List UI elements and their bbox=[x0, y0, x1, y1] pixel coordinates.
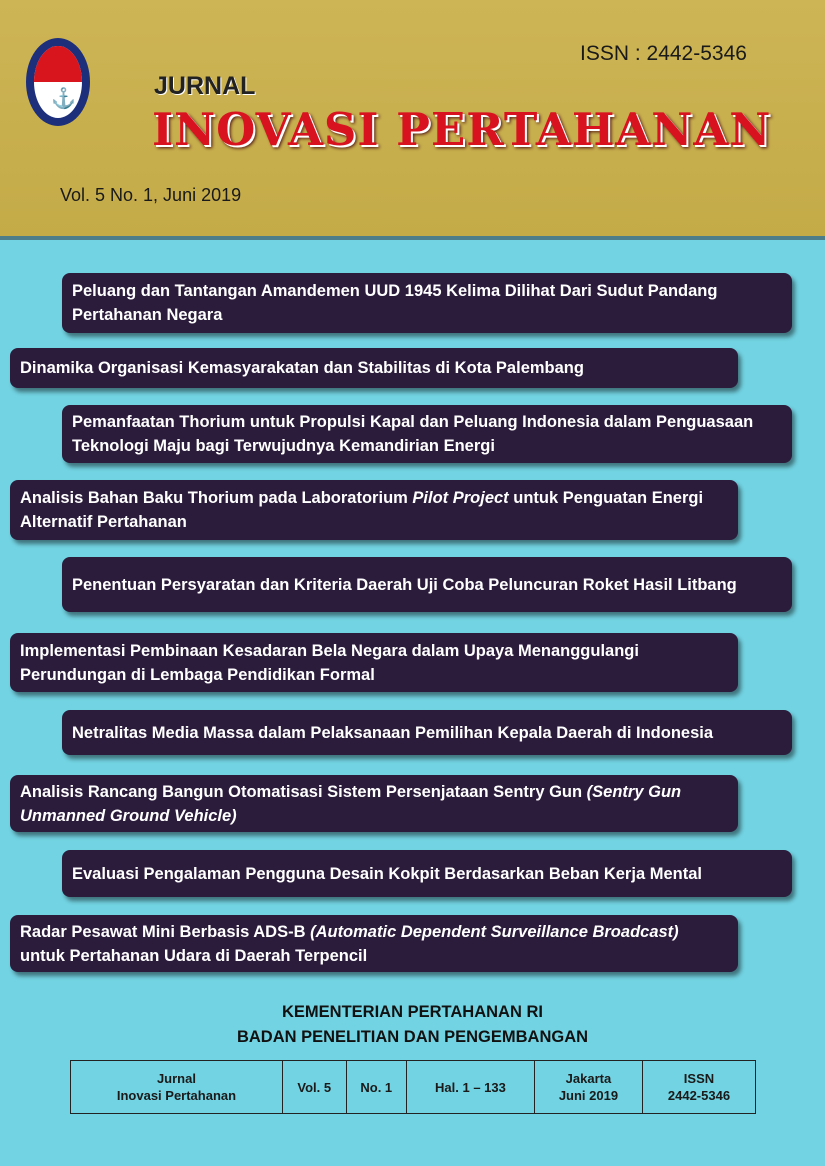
article-title-part: Pilot Project bbox=[412, 489, 509, 507]
ministry-logo-icon: ⚓ bbox=[26, 38, 90, 126]
article-title bbox=[72, 279, 782, 327]
article-title-part: Analisis Bahan Baku Thorium pada Laboratorium bbox=[20, 489, 413, 507]
journal-title: INOVASI PERTAHANAN bbox=[152, 103, 772, 156]
info-cell bbox=[642, 1061, 755, 1114]
article-title-part: Radar Pesawat Mini Berbasis ADS-B bbox=[20, 922, 311, 941]
article-title-bar bbox=[10, 775, 738, 832]
info-cell bbox=[534, 1061, 642, 1114]
article-title-bar bbox=[10, 348, 738, 388]
article-title bbox=[20, 780, 728, 828]
article-title bbox=[72, 410, 782, 458]
article-title-part: Penentuan Persyaratan dan Kriteria Daerah Uji Coba Peluncuran Roket Hasil Litbang bbox=[72, 575, 737, 594]
article-title bbox=[20, 486, 728, 534]
info-cell-text: Vol. 5 bbox=[297, 1079, 332, 1095]
article-title bbox=[20, 639, 728, 687]
article-title bbox=[72, 721, 713, 745]
article-title-part: Pemanfaatan Thorium untuk Propulsi Kapal dan Peluang Indonesia dalam Penguasaan Teknologi Maju bagi Terwujudnya Kemandirian Energi bbox=[72, 413, 754, 455]
article-title-part: Evaluasi Pengalaman Pengguna Desain Kokpit Berdasarkan Beban Kerja Mental bbox=[72, 864, 702, 883]
article-title-part: Dinamika Organisasi Kemasyarakatan dan Stabilitas di Kota Palembang bbox=[20, 359, 584, 377]
publisher-line2: BADAN PENELITIAN DAN PENGEMBANGAN bbox=[236, 1028, 589, 1046]
info-cell-text: Jakarta bbox=[565, 1071, 612, 1086]
article-title-part: (Sentry Gun Unmanned Ground Vehicle) bbox=[20, 782, 682, 825]
article-title-part: Analisis Rancang Bangun Otomatisasi Sistem Persenjataan Sentry Gun bbox=[20, 782, 587, 801]
cover-header bbox=[0, 0, 825, 240]
article-title-part: (Automatic Dependent Surveillance Broadcast) bbox=[310, 922, 679, 941]
article-title-part: Netralitas Media Massa dalam Pelaksanaan Pemilihan Kepala Daerah di Indonesia bbox=[72, 723, 714, 742]
info-cell bbox=[71, 1061, 283, 1114]
article-title-bar bbox=[62, 405, 792, 463]
article-title-bar bbox=[62, 710, 792, 755]
article-title-bar bbox=[62, 273, 792, 333]
article-title-part: untuk Pertahanan Udara di Daerah Terpencil bbox=[20, 946, 368, 965]
article-title-bar bbox=[62, 850, 792, 897]
info-cell-text: Inovasi Pertahanan bbox=[116, 1088, 237, 1103]
info-cell-text: No. 1 bbox=[360, 1079, 393, 1095]
info-table bbox=[70, 1060, 756, 1114]
info-cell bbox=[282, 1061, 346, 1114]
article-title-part: Peluang dan Tantangan Amandemen UUD 1945 Kelima Dilihat Dari Sudut Pandang Pertahanan Negara bbox=[72, 282, 718, 324]
info-cell bbox=[406, 1061, 534, 1114]
article-title bbox=[72, 862, 702, 886]
info-cell-text: Juni 2019 bbox=[558, 1088, 619, 1103]
info-cell-text: 2442-5346 bbox=[667, 1088, 731, 1103]
info-cell-text: Hal. 1 – 133 bbox=[435, 1079, 506, 1095]
article-title bbox=[72, 573, 737, 597]
article-title-part: untuk Penguatan Energi Alternatif Pertahanan bbox=[20, 489, 704, 531]
article-title-bar bbox=[10, 915, 738, 972]
issn-label: ISSN : 2442-5346 bbox=[580, 42, 747, 65]
article-title-bar bbox=[62, 557, 792, 612]
info-cell-text: ISSN bbox=[683, 1071, 715, 1086]
info-cell-text: Jurnal bbox=[156, 1071, 196, 1086]
article-title bbox=[20, 920, 728, 968]
article-title-part: Implementasi Pembinaan Kesadaran Bela Negara dalam Upaya Menanggulangi Perundungan di Lembaga Pendidikan Formal bbox=[20, 641, 639, 684]
info-cell bbox=[346, 1061, 406, 1114]
jurnal-label: JURNAL bbox=[154, 72, 256, 100]
article-title-bar bbox=[10, 633, 738, 692]
publisher-line1: KEMENTERIAN PERTAHANAN RI bbox=[282, 1003, 543, 1021]
article-title-bar bbox=[10, 480, 738, 540]
volume-label: Vol. 5 No. 1, Juni 2019 bbox=[60, 185, 242, 205]
article-title bbox=[20, 356, 584, 380]
